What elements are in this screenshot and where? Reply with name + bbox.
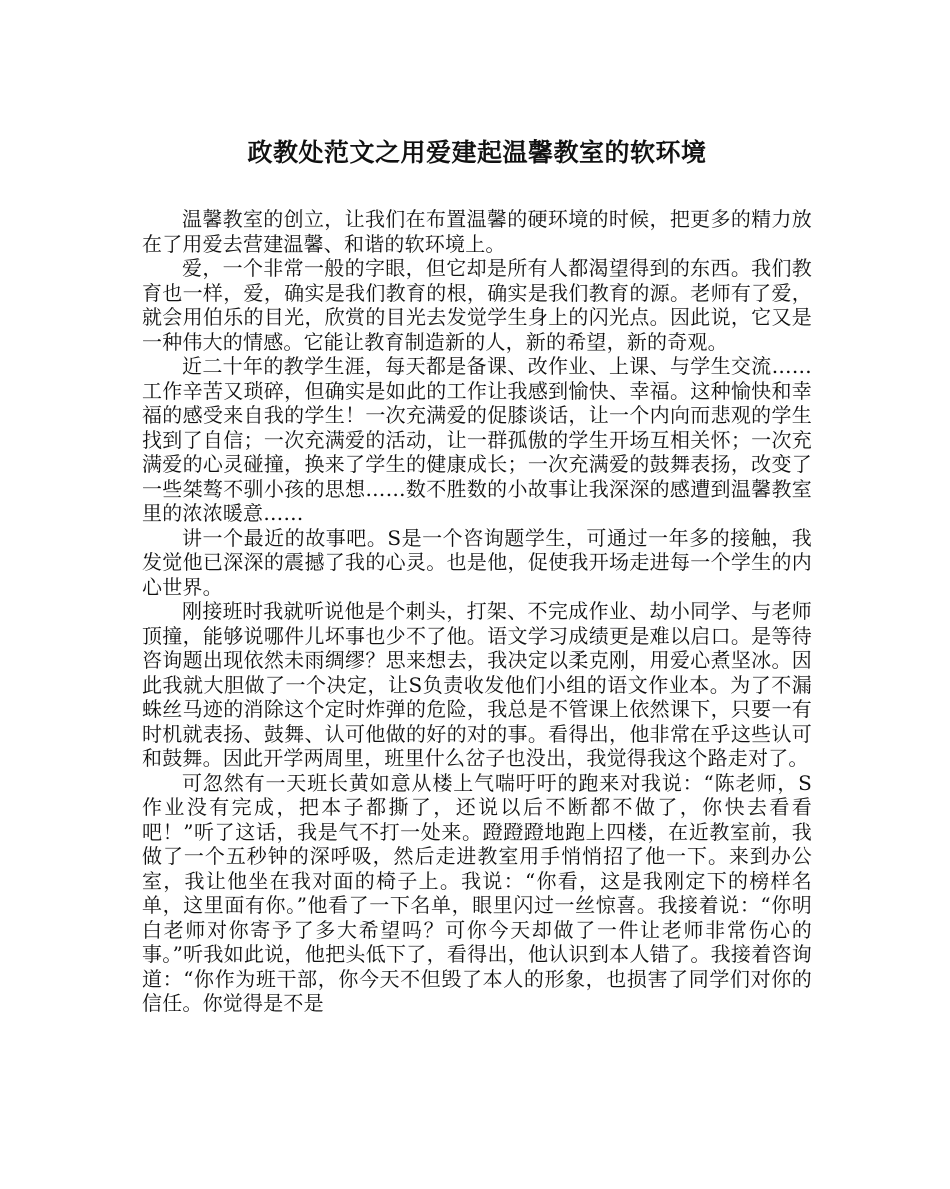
document-title: 政教处范文之用爱建起温馨教室的软环境	[247, 138, 707, 167]
paragraph: 爱，一个非常一般的字眼，但它却是所有人都渴望得到的东西。我们教育也一样，爱，确实是我们教育的根，确实是我们教育的源。老师有了爱，就会用伯乐的目光，欣赏的目光去发觉学生身上的闪光点。因此说，它又是一种伟大的情感。它能让教育制造新的人，新的希望，新的奇观。	[142, 256, 812, 354]
paragraph: 刚接班时我就听说他是个刺头，打架、不完成作业、劫小同学、与老师顶撞，能够说哪件儿坏事也少不了他。语文学习成绩更是难以启口。是等待咨询题出现依然未雨绸缪？思来想去，我决定以柔克刚，用爱心煮坚冰。因此我就大胆做了一个决定，让S负责收发他们小组的语文作业本。为了不漏蛛丝马迹的消除这个定时炸弹的危险，我总是不管课上依然课下，只要一有时机就表扬、鼓舞、认可他做的好的对的事。看得出，他非常在乎这些认可和鼓舞。因此开学两周里，班里什么岔子也没出，我觉得我这个路走对了。	[142, 599, 812, 770]
paragraph: 可忽然有一天班长黄如意从楼上气喘吁吁的跑来对我说：“陈老师，S作业没有完成，把本子都撕了，还说以后不断都不做了，你快去看看吧！”听了这话，我是气不打一处来。蹬蹬蹬地跑上四楼，在近教室前，我做了一个五秒钟的深呼吸，然后走进教室用手悄悄招了他一下。来到办公室，我让他坐在我对面的椅子上。我说：“你看，这是我刚定下的榜样名单，这里面有你。”他看了一下名单，眼里闪过一丝惊喜。我接着说：“你明白老师对你寄予了多大希望吗？可你今天却做了一件让老师非常伤心的事。”听我如此说，他把头低下了，看得出，他认识到本人错了。我接着咨询道：“你作为班干部，你今天不但毁了本人的形象，也损害了同学们对你的信任。你觉得是不是	[142, 770, 812, 1015]
paragraph: 温馨教室的创立，让我们在布置温馨的硬环境的时候，把更多的精力放在了用爱去营建温馨、和谐的软环境上。	[142, 207, 812, 256]
document-page	[142, 0, 812, 1189]
paragraph: 近二十年的教学生涯，每天都是备课、改作业、上课、与学生交流……工作辛苦又琐碎，但确实是如此的工作让我感到愉快、幸福。这种愉快和幸福的感受来自我的学生！一次充满爱的促膝谈话，让一个内向而悲观的学生找到了自信；一次充满爱的活动，让一群孤傲的学生开场互相关怀；一次充满爱的心灵碰撞，换来了学生的健康成长；一次充满爱的鼓舞表扬，改变了一些桀骜不驯小孩的思想……数不胜数的小故事让我深深的感遭到温馨教室里的浓浓暖意……	[142, 354, 812, 525]
paragraph: 讲一个最近的故事吧。S是一个咨询题学生，可通过一年多的接触，我发觉他已深深的震撼了我的心灵。也是他，促使我开场走进每一个学生的内心世界。	[142, 525, 812, 599]
document-body	[142, 207, 812, 1016]
